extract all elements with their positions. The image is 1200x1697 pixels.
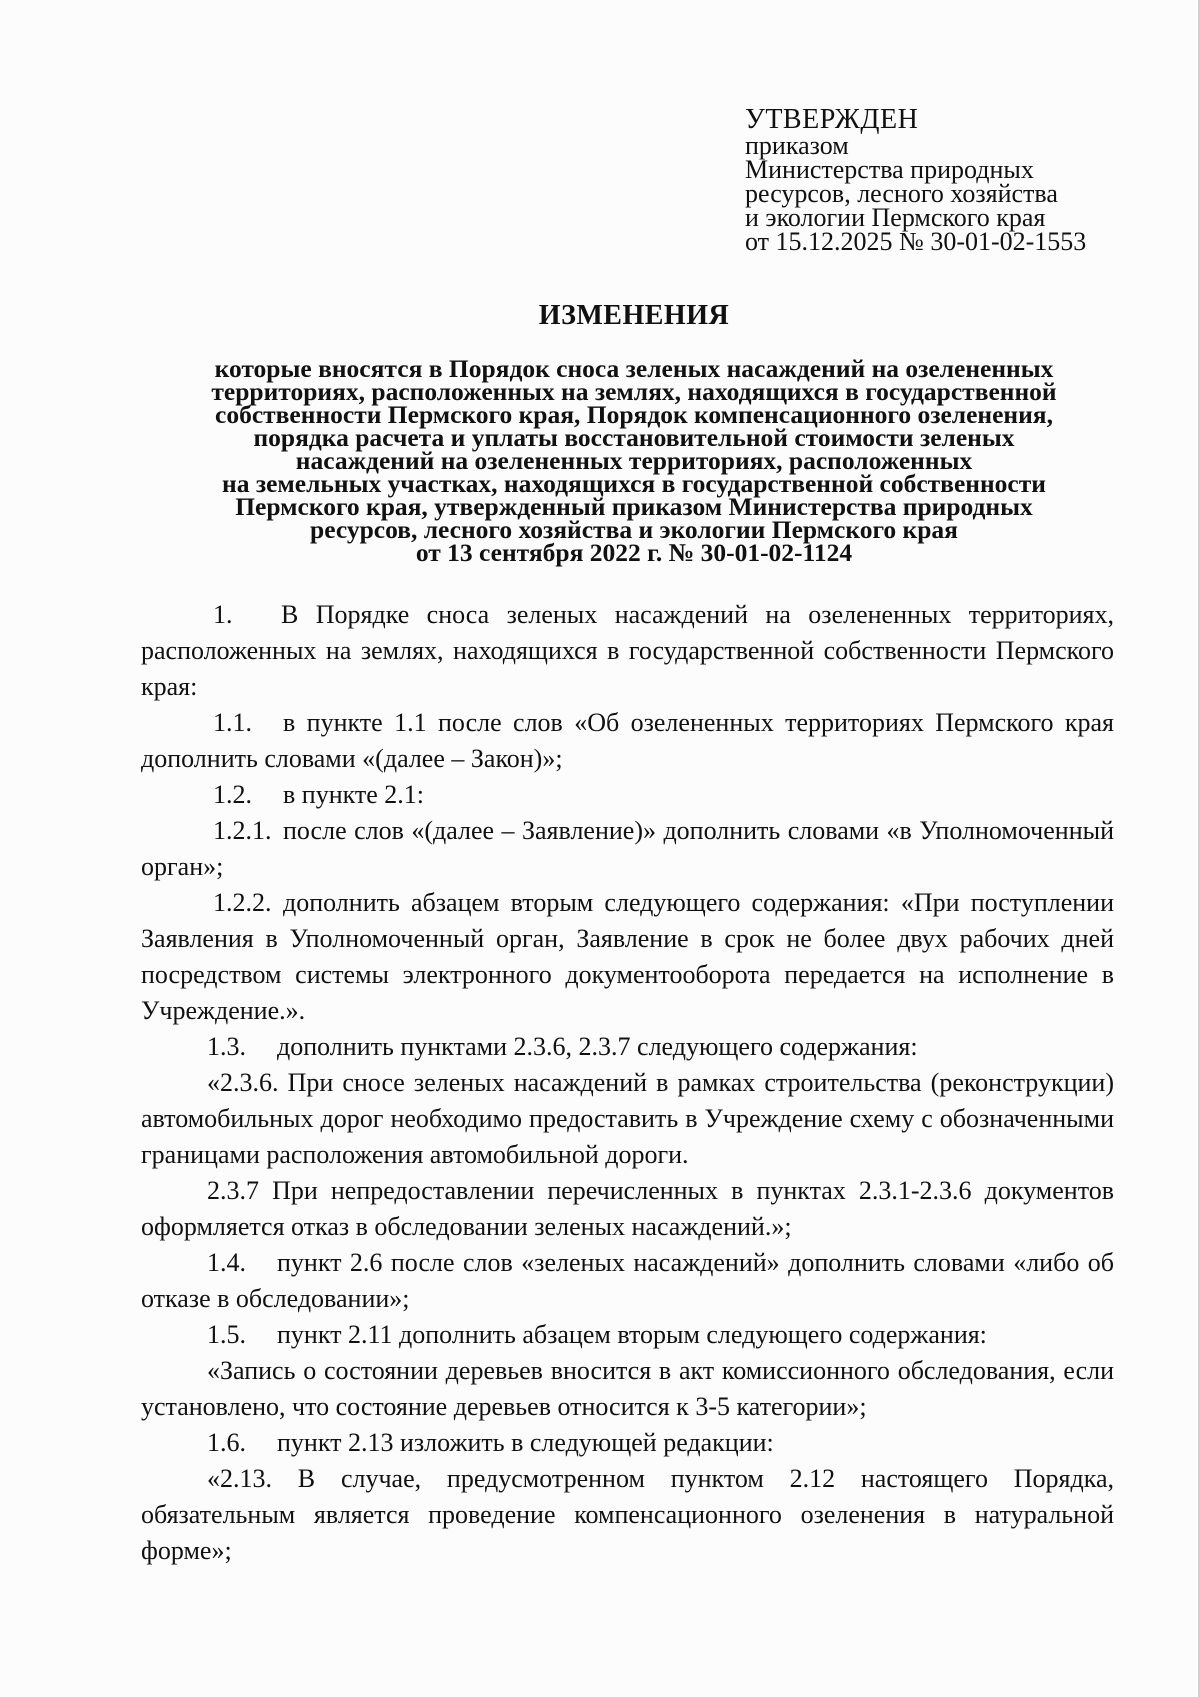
paragraph-text: пункт 2.13 изложить в следующей редакции:	[277, 1428, 774, 1457]
subtitle-line: от 13 сентября 2022 г. № 30-01-02-1124	[415, 538, 853, 567]
paragraph-text: в пункте 2.1:	[283, 780, 425, 809]
document-title: ИЗМЕНЕНИЯ	[538, 300, 730, 331]
subtitle-line: территориях, расположенных на землях, находящихся в государственной	[211, 377, 1057, 406]
paragraph-number: 1.1.	[213, 708, 252, 737]
approval-line: приказом	[745, 131, 849, 160]
approval-order-number: от 15.12.2025 № 30-01-02-1553	[745, 227, 1087, 256]
paragraph-number: 1.4.	[207, 1248, 246, 1277]
subtitle-line: порядка расчета и уплаты восстановительной стоимости зеленых	[253, 423, 1015, 452]
paragraph-text: В Порядке сноса зеленых насаждений на озелененных территориях, расположенных на землях, находящихся в государственной собственности Пермского края:	[141, 600, 1114, 701]
paragraph-text: пункт 2.6 после слов «зеленых насаждений» дополнить словами «либо об отказе в обследовании»;	[141, 1248, 1114, 1313]
paragraph-number: 1.2.1.	[213, 816, 272, 845]
paragraph-1	[141, 597, 1114, 705]
document-body	[141, 597, 1114, 1569]
paragraph-1-2-2	[141, 885, 1114, 1029]
approval-line: Министерства природных	[745, 155, 1034, 184]
paragraph-number: 1.6.	[207, 1428, 246, 1457]
quote-2-3-6: «2.3.6. При сносе зеленых насаждений в рамках строительства (реконструкции) автомобильных дорог необходимо предоставить в Учреждение схему с обозначенными границами расположения автомобильной дороги.	[141, 1068, 1114, 1169]
paragraph-1-1	[141, 705, 1114, 777]
subtitle-line: ресурсов, лесного хозяйства и экологии Пермского края	[310, 515, 958, 544]
approval-line: ресурсов, лесного хозяйства	[745, 179, 1058, 208]
paragraph-text: дополнить абзацем вторым следующего содержания: «При поступлении Заявления в Уполномоченный орган, Заявление в срок не более двух рабочих дней посредством системы электронного документооборота передается на исполнение в Учреждение.».	[141, 888, 1114, 1025]
paragraph-text: после слов «(далее – Заявление)» дополнить словами «в Уполномоченный орган»;	[141, 816, 1114, 881]
subtitle-line: которые вносятся в Порядок сноса зеленых насаждений на озелененных	[214, 354, 1054, 383]
approval-stamp-block	[745, 106, 1165, 254]
paragraph-number: 1.	[213, 600, 233, 629]
paragraph-1-2-1	[141, 813, 1114, 885]
paragraph-number: 1.5.	[207, 1320, 246, 1349]
paragraph-number: 1.2.	[213, 780, 252, 809]
quote-2-11: «Запись о состоянии деревьев вносится в акт комиссионного обследования, если установлено, что состояние деревьев относится к 3-5 категории»;	[141, 1356, 1114, 1421]
paragraph-text: дополнить пунктами 2.3.6, 2.3.7 следующего содержания:	[277, 1032, 918, 1061]
paragraph-number: 1.2.2.	[213, 888, 272, 917]
paragraph-1-6	[141, 1425, 1114, 1461]
paragraph-text: в пункте 1.1 после слов «Об озелененных территориях Пермского края дополнить словами «(далее – Закон)»;	[141, 708, 1114, 773]
document-subtitle	[150, 354, 1118, 567]
paragraph-1-5	[141, 1317, 1114, 1353]
subtitle-line: насаждений на озелененных территориях, расположенных	[295, 446, 973, 475]
quote-2-3-7: 2.3.7 При непредоставлении перечисленных в пунктах 2.3.1-2.3.6 документов оформляется отказ в обследовании зеленых насаждений.»;	[141, 1176, 1114, 1241]
approval-heading: УТВЕРЖДЕН	[745, 104, 919, 135]
approval-line: и экологии Пермского края	[745, 203, 1046, 232]
paragraph-text: пункт 2.11 дополнить абзацем вторым следующего содержания:	[277, 1320, 987, 1349]
paragraph-number: 1.3.	[207, 1032, 246, 1061]
subtitle-line: Пермского края, утвержденный приказом Министерства природных	[235, 492, 1033, 521]
paragraph-1-3	[141, 1029, 1114, 1065]
subtitle-line: собственности Пермского края, Порядок компенсационного озеленения,	[215, 400, 1053, 429]
paragraph-1-4	[141, 1245, 1114, 1317]
subtitle-line: на земельных участках, находящихся в государственной собственности	[222, 469, 1046, 498]
quote-2-13: «2.13. В случае, предусмотренном пунктом 2.12 настоящего Порядка, обязательным является проведение компенсационного озеленения в натуральной форме»;	[141, 1464, 1114, 1565]
paragraph-1-2	[141, 777, 1114, 813]
